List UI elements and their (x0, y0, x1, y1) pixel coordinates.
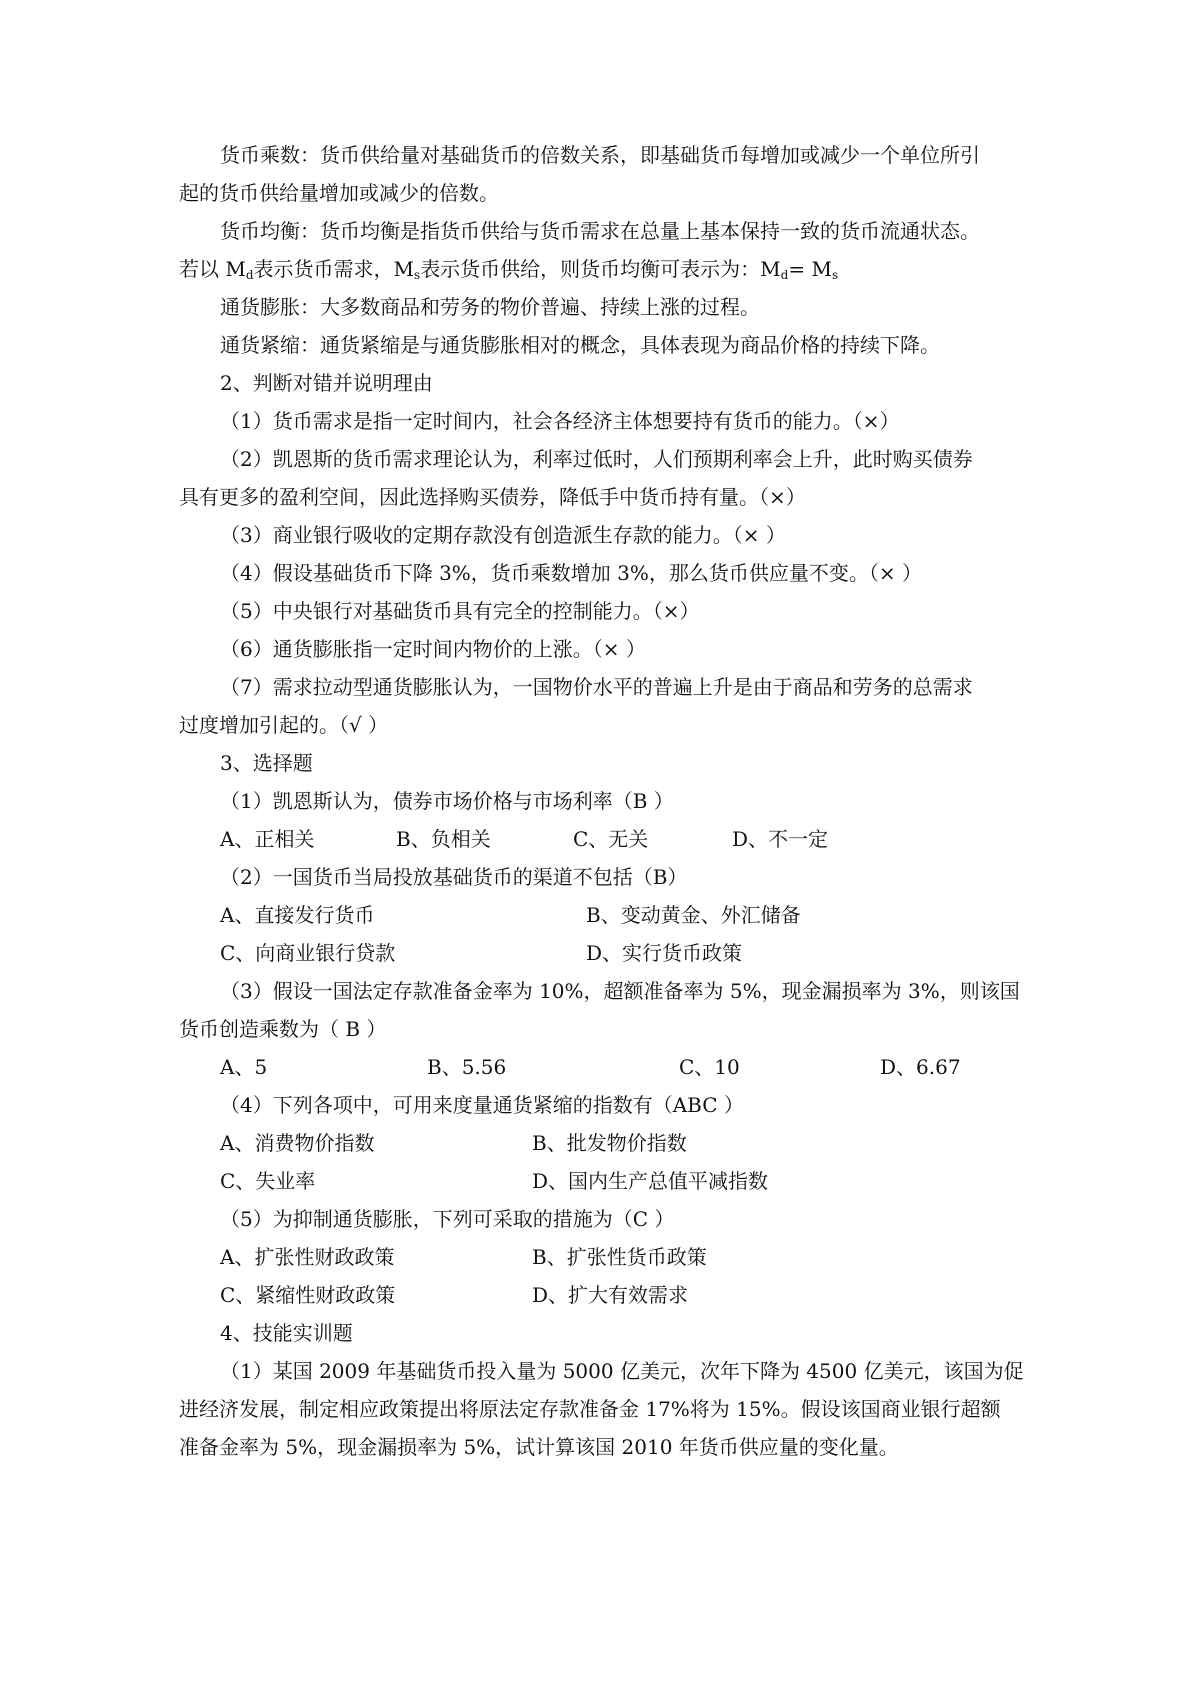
mc-q1-stem: （1）凯恩斯认为，债券市场价格与市场利率（B ） (220, 789, 674, 813)
mc-q4-option-d: D、国内生产总值平减指数 (532, 1169, 769, 1193)
def-money-multiplier-line1: 货币乘数：货币供给量对基础货币的倍数关系，即基础货币每增加或减少一个单位所引 (220, 143, 980, 167)
tf-item-7: （7）需求拉动型通货膨胀认为，一国物价水平的普遍上升是由于商品和劳务的总需求 (220, 675, 973, 699)
mc-q5-option-c: C、紧缩性财政政策 (220, 1283, 396, 1307)
mc-q5-option-a: A、扩张性财政政策 (220, 1245, 395, 1269)
mc-q2-option-a: A、直接发行货币 (220, 903, 375, 927)
tf-item-2: （2）凯恩斯的货币需求理论认为，利率过低时，人们预期利率会上升，此时购买债券 (220, 447, 973, 471)
skill-q1-line3: 准备金率为 5%，现金漏损率为 5%，试计算该国 2010 年货币供应量的变化量。 (179, 1435, 899, 1459)
mc-q2-option-b: B、变动黄金、外汇储备 (586, 903, 801, 927)
tf-item-3: （3）商业银行吸收的定期存款没有创造派生存款的能力。（× ） (220, 523, 786, 547)
tf-item-2-cont: 具有更多的盈利空间，因此选择购买债券，降低手中货币持有量。（×） (179, 485, 806, 509)
mc-q5-option-b: B、扩张性货币政策 (532, 1245, 707, 1269)
mc-q3-stem: （3）假设一国法定存款准备金率为 10%，超额准备率为 5%，现金漏损率为 3%，则该国 (220, 979, 1020, 1003)
tf-item-5: （5）中央银行对基础货币具有完全的控制能力。（×） (220, 599, 700, 623)
tf-item-1: （1）货币需求是指一定时间内，社会各经济主体想要持有货币的能力。（×） (220, 409, 900, 433)
section4-heading: 4、技能实训题 (220, 1321, 353, 1345)
mc-q4-option-b: B、批发物价指数 (532, 1131, 687, 1155)
def-deflation: 通货紧缩：通货紧缩是与通货膨胀相对的概念，具体表现为商品价格的持续下降。 (220, 333, 940, 357)
def-money-multiplier-line2: 起的货币供给量增加或减少的倍数。 (179, 181, 499, 205)
mc-q3-stem-cont: 货币创造乘数为（ B ） (179, 1017, 387, 1041)
mc-q5-option-d: D、扩大有效需求 (532, 1283, 689, 1307)
def-inflation: 通货膨胀：大多数商品和劳务的物价普遍、持续上涨的过程。 (220, 295, 760, 319)
def-monetary-equilibrium-line1: 货币均衡：货币均衡是指货币供给与货币需求在总量上基本保持一致的货币流通状态。 (220, 219, 980, 243)
mc-q4-stem: （4）下列各项中，可用来度量通货紧缩的指数有（ABC ） (220, 1093, 744, 1117)
mc-q5-stem: （5）为抑制通货膨胀，下列可采取的措施为（C ） (220, 1207, 675, 1231)
mc-q2-option-d: D、实行货币政策 (586, 941, 743, 965)
mc-q4-option-a: A、消费物价指数 (220, 1131, 375, 1155)
skill-q1-line1: （1）某国 2009 年基础货币投入量为 5000 亿美元，次年下降为 4500 亿美元，该国为促 (220, 1359, 1024, 1383)
mc-q3-option-b: B、5.56 (427, 1055, 507, 1079)
mc-q3-option-c: C、10 (679, 1055, 740, 1079)
mc-q1-option-b: B、负相关 (396, 827, 491, 851)
mc-q2-option-c: C、向商业银行贷款 (220, 941, 396, 965)
tf-item-7-cont: 过度增加引起的。（√ ） (179, 713, 389, 737)
section3-heading: 3、选择题 (220, 751, 313, 775)
mc-q1-option-d: D、不一定 (732, 827, 829, 851)
tf-item-4: （4）假设基础货币下降 3%，货币乘数增加 3%，那么货币供应量不变。（× ） (220, 561, 923, 585)
tf-item-6: （6）通货膨胀指一定时间内物价的上涨。（× ） (220, 637, 646, 661)
mc-q1-option-a: A、正相关 (220, 827, 315, 851)
mc-q2-stem: （2）一国货币当局投放基础货币的渠道不包括（B） (220, 865, 688, 889)
def-monetary-equilibrium-line2: 若以 $M_d$表示货币需求，$M_s$表示货币供给，则货币均衡可表示为：$M_d= M_s$ (179, 257, 839, 282)
section2-heading: 2、判断对错并说明理由 (220, 371, 433, 395)
mc-q3-option-a: A、5 (220, 1055, 268, 1079)
mc-q4-option-c: C、失业率 (220, 1169, 316, 1193)
mc-q1-option-c: C、无关 (573, 827, 649, 851)
skill-q1-line2: 进经济发展，制定相应政策提出将原法定存款准备金 17%将为 15%。假设该国商业银行超额 (179, 1397, 1001, 1421)
mc-q3-option-d: D、6.67 (880, 1055, 961, 1079)
